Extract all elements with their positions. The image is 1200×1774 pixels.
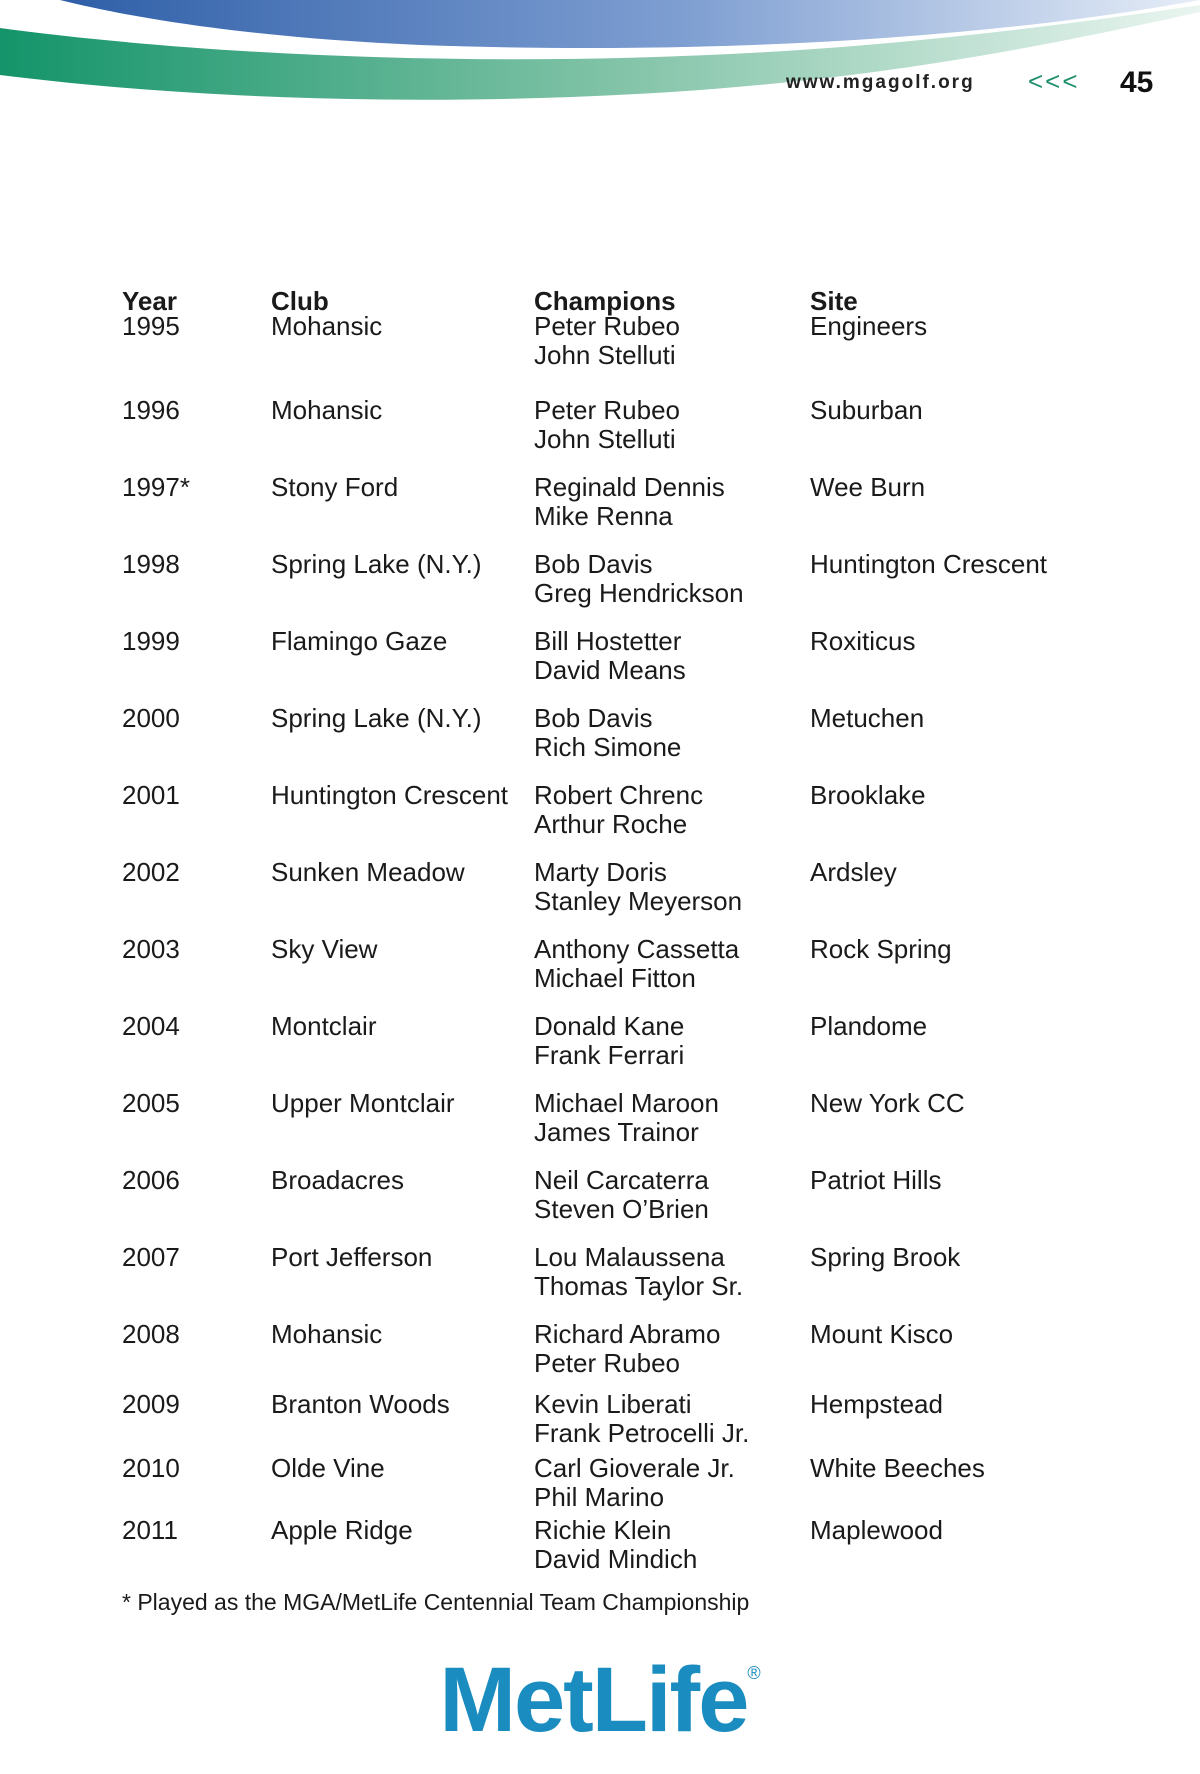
champions-cell bbox=[534, 1454, 735, 1512]
club-cell bbox=[271, 781, 508, 810]
champion-name: Lou Malaussena bbox=[534, 1242, 725, 1272]
year-cell bbox=[122, 1243, 180, 1272]
year-cell bbox=[122, 1516, 178, 1545]
site-cell bbox=[810, 1243, 960, 1272]
club-cell bbox=[271, 1089, 455, 1118]
year-text: 2005 bbox=[122, 1088, 180, 1118]
year-text: 1999 bbox=[122, 626, 180, 656]
table-row bbox=[0, 935, 1200, 995]
site-text: Rock Spring bbox=[810, 934, 952, 964]
column-header-club: Club bbox=[271, 286, 329, 316]
club-cell bbox=[271, 1320, 382, 1349]
site-text: Suburban bbox=[810, 395, 923, 425]
metlife-logo bbox=[0, 1648, 1200, 1753]
header-swoosh bbox=[0, 0, 1200, 120]
registered-mark: ® bbox=[747, 1663, 761, 1683]
champions-cell bbox=[534, 1390, 749, 1448]
club-text: Broadacres bbox=[271, 1165, 404, 1195]
site-cell bbox=[810, 1516, 943, 1545]
table-row bbox=[0, 1454, 1200, 1514]
table-row bbox=[0, 704, 1200, 764]
club-text: Montclair bbox=[271, 1011, 377, 1041]
site-cell bbox=[810, 1454, 985, 1483]
champion-name: Kevin Liberati bbox=[534, 1389, 692, 1419]
club-text: Spring Lake (N.Y.) bbox=[271, 703, 482, 733]
year-cell bbox=[122, 1166, 180, 1195]
site-text: Roxiticus bbox=[810, 626, 916, 656]
champion-name: James Trainor bbox=[534, 1117, 699, 1147]
year-cell bbox=[122, 858, 180, 887]
year-cell bbox=[122, 1089, 180, 1118]
champions-cell bbox=[534, 1243, 743, 1301]
champion-name: David Means bbox=[534, 655, 686, 685]
site-cell bbox=[810, 781, 926, 810]
champion-name: Neil Carcaterra bbox=[534, 1165, 709, 1195]
champion-name: Carl Gioverale Jr. bbox=[534, 1453, 735, 1483]
site-cell bbox=[810, 1320, 953, 1349]
club-text: Mohansic bbox=[271, 395, 383, 425]
club-cell bbox=[271, 858, 465, 887]
club-cell bbox=[271, 312, 382, 341]
champions-cell bbox=[534, 473, 725, 531]
champions-cell bbox=[534, 781, 703, 839]
club-text: Branton Woods bbox=[271, 1389, 450, 1419]
table-row bbox=[0, 627, 1200, 687]
club-text: Huntington Crescent bbox=[271, 780, 509, 810]
champion-name: Donald Kane bbox=[534, 1011, 685, 1041]
site-text: Engineers bbox=[810, 311, 928, 341]
champion-name: Bill Hostetter bbox=[534, 626, 682, 656]
champion-name: John Stelluti bbox=[534, 424, 676, 454]
site-text: Patriot Hills bbox=[810, 1165, 942, 1195]
table-row bbox=[0, 1390, 1200, 1450]
table-row bbox=[0, 1166, 1200, 1226]
site-text: Metuchen bbox=[810, 703, 925, 733]
champion-name: Phil Marino bbox=[534, 1482, 665, 1512]
year-text: 1995 bbox=[122, 311, 180, 341]
club-text: Spring Lake (N.Y.) bbox=[271, 549, 482, 579]
table-row bbox=[0, 1320, 1200, 1380]
site-cell bbox=[810, 1089, 965, 1118]
club-cell bbox=[271, 1390, 450, 1419]
table-row bbox=[0, 1089, 1200, 1149]
table-row bbox=[0, 550, 1200, 610]
champions-cell bbox=[534, 550, 744, 608]
club-text: Sky View bbox=[271, 934, 378, 964]
year-cell bbox=[122, 781, 180, 810]
champion-name: Bob Davis bbox=[534, 703, 653, 733]
champion-name: Peter Rubeo bbox=[534, 1348, 680, 1378]
table-row bbox=[0, 781, 1200, 841]
column-header-year: Year bbox=[122, 286, 177, 316]
site-text: New York CC bbox=[810, 1088, 965, 1118]
year-text: 1996 bbox=[122, 395, 180, 425]
club-text: Apple Ridge bbox=[271, 1515, 413, 1545]
site-cell bbox=[810, 858, 897, 887]
champions-cell bbox=[534, 627, 686, 685]
club-cell bbox=[271, 1012, 376, 1041]
year-text: 1997* bbox=[122, 472, 190, 502]
page-number: 45 bbox=[1120, 66, 1154, 99]
year-cell bbox=[122, 1320, 180, 1349]
site-cell bbox=[810, 473, 925, 502]
year-text: 2009 bbox=[122, 1389, 180, 1419]
champion-name: Steven O’Brien bbox=[534, 1194, 709, 1224]
champions-cell bbox=[534, 1012, 684, 1070]
champion-name: Marty Doris bbox=[534, 857, 667, 887]
year-cell bbox=[122, 1454, 180, 1483]
site-text: Huntington Crescent bbox=[810, 549, 1048, 579]
year-text: 2000 bbox=[122, 703, 180, 733]
champions-cell bbox=[534, 1516, 697, 1574]
logo-wordmark: MetLife bbox=[439, 1649, 748, 1751]
table-row bbox=[0, 1516, 1200, 1576]
club-cell bbox=[271, 627, 447, 656]
arrows-decoration: <<< bbox=[1028, 66, 1080, 96]
site-cell bbox=[810, 1390, 943, 1419]
year-cell bbox=[122, 704, 180, 733]
year-cell bbox=[122, 473, 190, 502]
table-row bbox=[0, 1012, 1200, 1072]
champions-cell bbox=[534, 1089, 719, 1147]
club-cell bbox=[271, 935, 377, 964]
club-cell bbox=[271, 1516, 413, 1545]
column-header-site: Site bbox=[810, 286, 858, 316]
year-text: 2002 bbox=[122, 857, 180, 887]
champion-name: Bob Davis bbox=[534, 549, 653, 579]
champion-name: Reginald Dennis bbox=[534, 472, 725, 502]
site-cell bbox=[810, 1012, 927, 1041]
table-row bbox=[0, 858, 1200, 918]
champions-cell bbox=[534, 704, 681, 762]
champion-name: John Stelluti bbox=[534, 340, 676, 370]
champion-name: Rich Simone bbox=[534, 732, 682, 762]
champion-name: Stanley Meyerson bbox=[534, 886, 743, 916]
champions-cell bbox=[534, 312, 680, 370]
site-text: Ardsley bbox=[810, 857, 897, 887]
site-text: Wee Burn bbox=[810, 472, 926, 502]
champion-name: Frank Petrocelli Jr. bbox=[534, 1418, 750, 1448]
champion-name: David Mindich bbox=[534, 1544, 698, 1574]
club-text: Stony Ford bbox=[271, 472, 399, 502]
champion-name: Mike Renna bbox=[534, 501, 673, 531]
website-url: www.mgagolf.org bbox=[786, 72, 975, 93]
table-row bbox=[0, 396, 1200, 456]
champion-name: Richie Klein bbox=[534, 1515, 672, 1545]
club-cell bbox=[271, 1166, 404, 1195]
site-cell bbox=[810, 1166, 941, 1195]
club-cell bbox=[271, 1243, 432, 1272]
site-cell bbox=[810, 704, 924, 733]
site-cell bbox=[810, 550, 1047, 579]
club-text: Mohansic bbox=[271, 311, 383, 341]
club-text: Mohansic bbox=[271, 1319, 383, 1349]
champion-name: Robert Chrenc bbox=[534, 780, 704, 810]
site-text: Hempstead bbox=[810, 1389, 943, 1419]
site-text: White Beeches bbox=[810, 1453, 985, 1483]
champion-name: Thomas Taylor Sr. bbox=[534, 1271, 744, 1301]
champion-name: Anthony Cassetta bbox=[534, 934, 740, 964]
year-text: 2011 bbox=[122, 1515, 178, 1545]
champions-cell bbox=[534, 1320, 720, 1378]
club-text: Sunken Meadow bbox=[271, 857, 465, 887]
champion-name: Richard Abramo bbox=[534, 1319, 721, 1349]
champion-name: Peter Rubeo bbox=[534, 311, 680, 341]
champions-cell bbox=[534, 935, 739, 993]
year-cell bbox=[122, 1390, 180, 1419]
site-text: Spring Brook bbox=[810, 1242, 961, 1272]
year-text: 2010 bbox=[122, 1453, 180, 1483]
champion-name: Arthur Roche bbox=[534, 809, 688, 839]
year-text: 2004 bbox=[122, 1011, 180, 1041]
champions-cell bbox=[534, 858, 742, 916]
year-cell bbox=[122, 312, 180, 341]
site-cell bbox=[810, 312, 927, 341]
year-text: 2007 bbox=[122, 1242, 180, 1272]
club-cell bbox=[271, 473, 398, 502]
table-row bbox=[0, 1243, 1200, 1303]
champion-name: Michael Fitton bbox=[534, 963, 696, 993]
champions-cell bbox=[534, 1166, 709, 1224]
champion-name: Michael Maroon bbox=[534, 1088, 719, 1118]
year-cell bbox=[122, 627, 180, 656]
year-cell bbox=[122, 550, 180, 579]
footnote: * Played as the MGA/MetLife Centennial Team Championship bbox=[122, 1589, 750, 1615]
year-text: 2003 bbox=[122, 934, 180, 964]
club-text: Olde Vine bbox=[271, 1453, 385, 1483]
champion-name: Frank Ferrari bbox=[534, 1040, 685, 1070]
club-text: Flamingo Gaze bbox=[271, 626, 448, 656]
site-text: Plandome bbox=[810, 1011, 928, 1041]
site-text: Brooklake bbox=[810, 780, 926, 810]
club-cell bbox=[271, 1454, 385, 1483]
site-cell bbox=[810, 935, 952, 964]
year-cell bbox=[122, 935, 180, 964]
club-text: Port Jefferson bbox=[271, 1242, 433, 1272]
site-text: Maplewood bbox=[810, 1515, 943, 1545]
club-text: Upper Montclair bbox=[271, 1088, 455, 1118]
column-header-champions: Champions bbox=[534, 286, 676, 316]
champion-name: Peter Rubeo bbox=[534, 395, 680, 425]
table-row bbox=[0, 312, 1200, 372]
champion-name: Greg Hendrickson bbox=[534, 578, 744, 608]
year-cell bbox=[122, 1012, 180, 1041]
club-cell bbox=[271, 704, 482, 733]
year-text: 1998 bbox=[122, 549, 180, 579]
table-row bbox=[0, 473, 1200, 533]
year-text: 2001 bbox=[122, 780, 180, 810]
club-cell bbox=[271, 396, 382, 425]
year-cell bbox=[122, 396, 180, 425]
champions-cell bbox=[534, 396, 680, 454]
year-text: 2006 bbox=[122, 1165, 180, 1195]
site-cell bbox=[810, 627, 915, 656]
site-cell bbox=[810, 396, 923, 425]
year-text: 2008 bbox=[122, 1319, 180, 1349]
site-text: Mount Kisco bbox=[810, 1319, 954, 1349]
club-cell bbox=[271, 550, 482, 579]
